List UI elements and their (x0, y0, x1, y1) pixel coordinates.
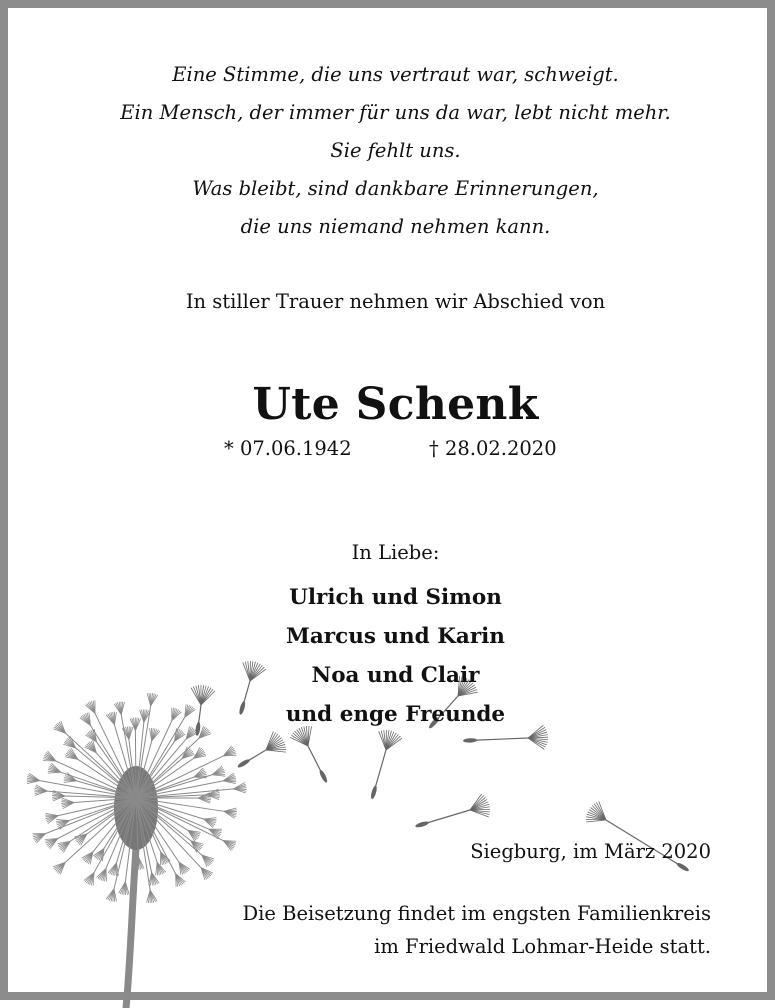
dandelion-stem (126, 848, 136, 1008)
poem-line: Was bleibt, sind dankbare Erinnerungen, (8, 170, 775, 208)
intro-text: In stiller Trauer nehmen wir Abschied von (8, 289, 775, 315)
poem-line: Eine Stimme, die uns vertraut war, schweigt. (8, 56, 775, 94)
deceased-name: Ute Schenk (8, 375, 775, 435)
mourners-heading: In Liebe: (8, 540, 775, 566)
burial-note (243, 897, 712, 963)
poem-line: die uns niemand nehmen kann. (8, 208, 775, 246)
mourner-name: Marcus und Karin (8, 617, 775, 656)
mourner-name: und enge Freunde (8, 695, 775, 734)
poem-line: Sie fehlt uns. (8, 132, 775, 170)
seed-icon (370, 730, 402, 800)
seed-icon (237, 731, 286, 768)
mourner-name: Noa und Clair (8, 656, 775, 695)
burial-line: Die Beisetzung findet im engsten Familienkreis (243, 897, 712, 930)
birth-date: * 07.06.1942 (224, 436, 352, 462)
seed-icon (415, 794, 490, 829)
mourner-name: Ulrich und Simon (8, 578, 775, 617)
death-date: † 28.02.2020 (429, 436, 557, 462)
place-date: Siegburg, im März 2020 (470, 839, 711, 865)
poem (8, 56, 775, 246)
mourners-list (8, 578, 775, 734)
seed-icon (290, 726, 329, 784)
burial-line: im Friedwald Lohmar-Heide statt. (243, 930, 712, 963)
poem-line: Ein Mensch, der immer für uns da war, lebt nicht mehr. (8, 94, 775, 132)
